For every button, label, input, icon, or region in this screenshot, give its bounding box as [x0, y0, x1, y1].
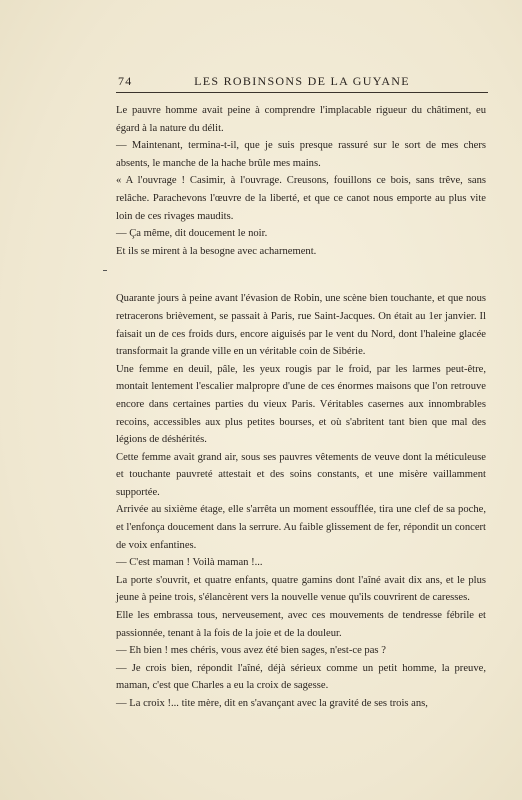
paragraph: — Je crois bien, répondit l'aîné, déjà sérieux comme un petit homme, la preuve, maman, c'est que Charles a eu la croix de sagesse.: [116, 662, 486, 692]
running-title: LES ROBINSONS DE LA GUYANE: [194, 74, 410, 88]
paragraph: Cette femme avait grand air, sous ses pauvres vêtements de veuve dont la méticuleuse et touchante pauvreté attestait et des soins constants, et une misère vaillamment supportée.: [116, 451, 486, 498]
paragraph: Le pauvre homme avait peine à comprendre l'implacable rigueur du châtiment, eu égard à la nature du délit.: [116, 105, 486, 134]
paragraph: — La croix !... tite mère, dit en s'avançant avec la gravité de ses trois ans,: [116, 698, 428, 709]
paragraph: Et ils se mirent à la besogne avec acharnement.: [116, 245, 317, 257]
paragraph: « A l'ouvrage ! Casimir, à l'ouvrage. Creusons, fouillons ce bois, sans trêve, sans relâche. Parachevons l'œuvre de la liberté, et que ce canot nous emporte au plus vite loin de ces rivages maudits.: [116, 175, 486, 222]
paragraph: — Maintenant, termina-t-il, que je suis presque rassuré sur le sort de mes chers absents, le manche de la hache brûle mes mains.: [116, 140, 486, 169]
paragraph: Elle les embrassa tous, nerveusement, avec ces mouvements de tendresse fébrile et passionnée, tenant à la fois de la joie et de la douleur.: [116, 610, 486, 639]
paragraph: Quarante jours à peine avant l'évasion de Robin, une scène bien touchante, et que nous retracerons brièvement, se passait à Paris, rue Saint-Jacques. On était au 1er janvier. Il faisait un de ces froids durs, encore aiguisés par le vent du Nord, dont l'haleine glacée transformait la grande ville en un véritable coin de Sibérie.: [116, 293, 486, 358]
paragraph: — Ça même, dit doucement le noir.: [116, 228, 268, 240]
paragraph: Une femme en deuil, pâle, les yeux rougis par le froid, par les larmes peut-être, montait lentement l'escalier malpropre d'une de ces énormes maisons que l'on retrouve encore dans certaines parties du vieux Paris. Véritables casernes aux innombrables recoins, accessibles aux plus petites bourses, et où s'abritent tant bien que mal des légions de déshérités.: [116, 363, 486, 446]
paragraph: — C'est maman ! Voilà maman !...: [116, 557, 263, 569]
paragraph: Arrivée au sixième étage, elle s'arrêta un moment essoufflée, tira une clef de sa poche, et l'enfonça doucement dans la serrure. Au faible glissement de fer, répondit un concert de voix enfantines.: [116, 504, 486, 551]
header-rule: [116, 92, 488, 93]
paragraph: — Eh bien ! mes chéris, vous avez été bien sages, n'est-ce pas ?: [116, 645, 386, 657]
margin-mark: [103, 270, 107, 271]
paragraph: La porte s'ouvrit, et quatre enfants, quatre gamins dont l'aîné avait dix ans, et le plus jeune à peine trois, s'élancèrent vers la nouvelle venue qu'ils couvrirent de caresses.: [116, 574, 486, 604]
page-number: 74: [118, 74, 133, 88]
page-body: [116, 102, 486, 713]
